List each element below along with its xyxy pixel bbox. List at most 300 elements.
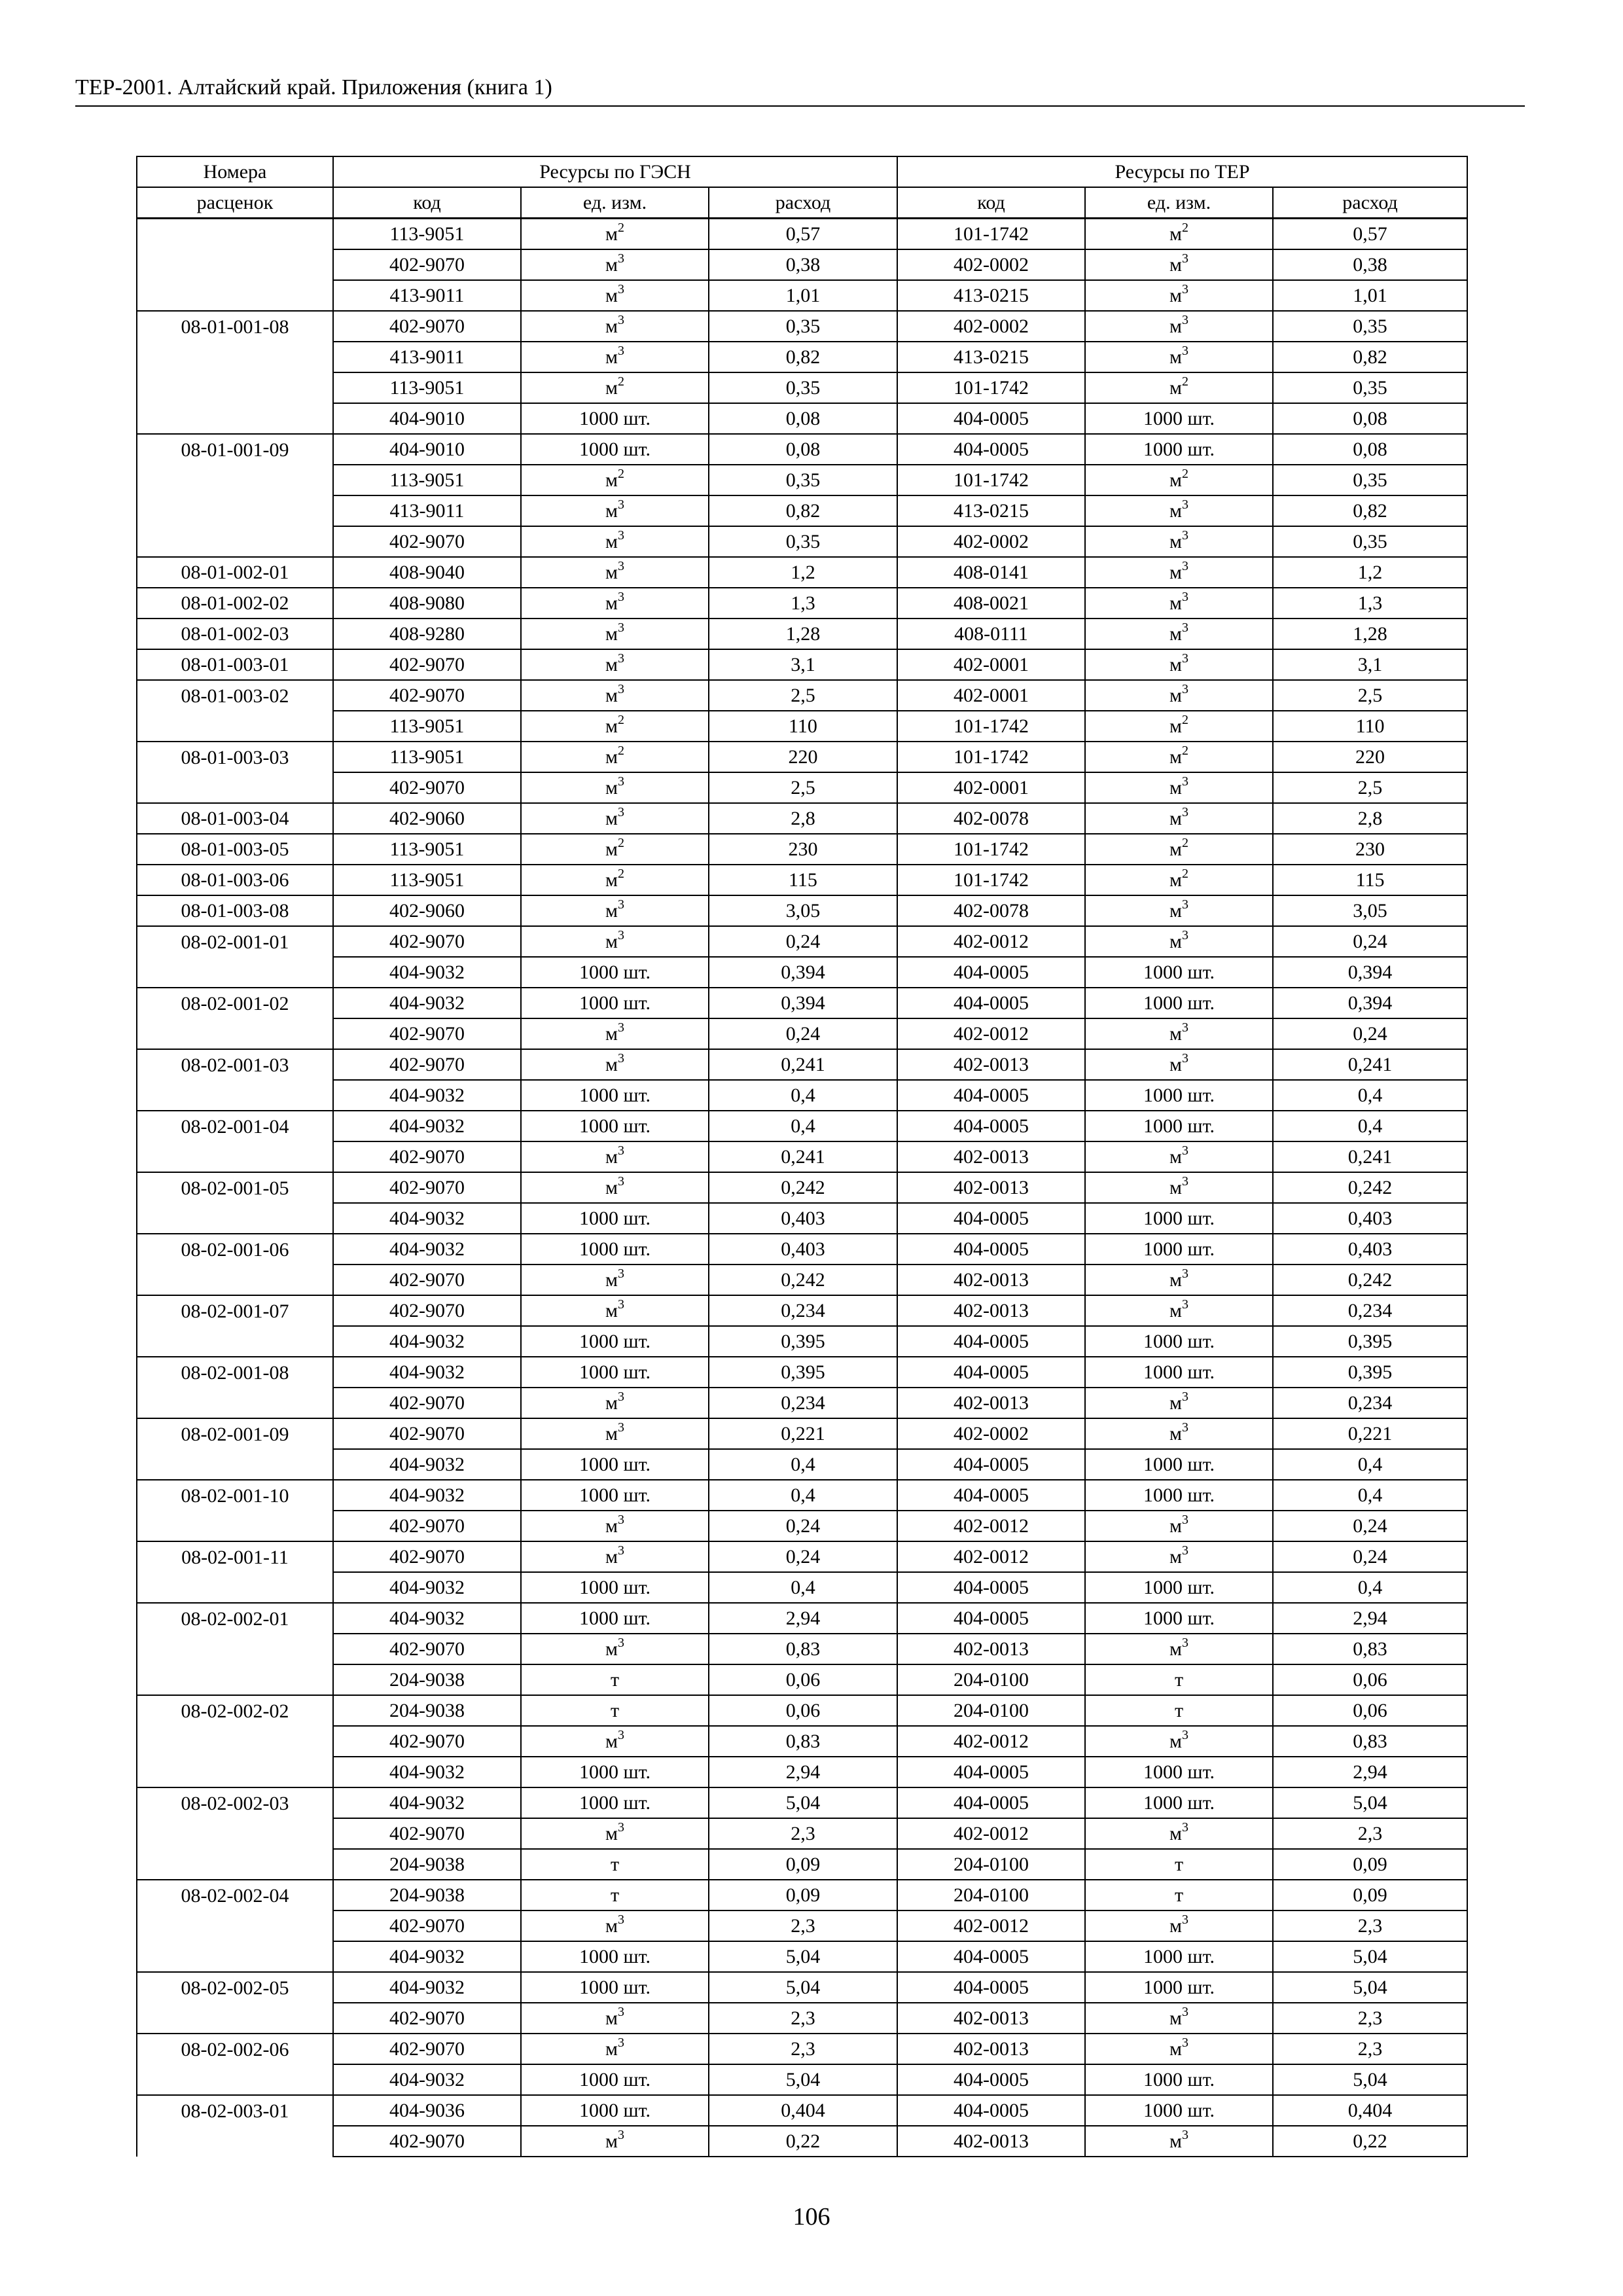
gesn-unit-cell: $м^3$: [521, 772, 709, 803]
gesn-rate-cell: 2,94: [709, 1603, 897, 1634]
gesn-code-cell: 404-9032: [333, 1111, 521, 1141]
table-row: [137, 865, 1467, 895]
ter-rate-cell: 0,82: [1273, 495, 1467, 526]
rate-number-cell: [137, 1572, 333, 1603]
gesn-rate-cell: 0,83: [709, 1634, 897, 1664]
ter-rate-cell: 0,221: [1273, 1418, 1467, 1449]
ter-unit-cell: 1000 шт.: [1085, 1603, 1273, 1634]
table-row: [137, 1295, 1467, 1326]
table-row: [137, 1603, 1467, 1634]
gesn-unit-cell: $м^3$: [521, 588, 709, 619]
ter-rate-cell: 2,94: [1273, 1757, 1467, 1787]
ter-unit-cell: $м^3$: [1085, 1172, 1273, 1203]
table-row: [137, 1695, 1467, 1726]
table-row: [137, 711, 1467, 742]
gesn-code-cell: 404-9032: [333, 1787, 521, 1818]
gesn-rate-cell: 5,04: [709, 1972, 897, 2003]
gesn-unit-cell: 1000 шт.: [521, 1203, 709, 1234]
ter-rate-cell: 115: [1273, 865, 1467, 895]
gesn-unit-cell: $м^3$: [521, 1388, 709, 1418]
ter-code-cell: 101-1742: [897, 834, 1085, 865]
table-row: [137, 2034, 1467, 2064]
gesn-rate-cell: 5,04: [709, 1787, 897, 1818]
ter-rate-cell: 1,3: [1273, 588, 1467, 619]
gesn-code-cell: 404-9032: [333, 1080, 521, 1111]
rate-number-cell: 08-02-001-03: [137, 1049, 333, 1080]
ter-rate-cell: 1,28: [1273, 619, 1467, 649]
gesn-code-cell: 113-9051: [333, 219, 521, 250]
ter-unit-cell: 1000 шт.: [1085, 1941, 1273, 1972]
rate-number-cell: [137, 1664, 333, 1695]
rate-number-cell: [137, 372, 333, 403]
ter-unit-cell: 1000 шт.: [1085, 434, 1273, 465]
table-row: [137, 772, 1467, 803]
ter-rate-cell: 0,06: [1273, 1664, 1467, 1695]
gesn-unit-cell: 1000 шт.: [521, 403, 709, 434]
ter-code-cell: 402-0012: [897, 1726, 1085, 1757]
gesn-rate-cell: 0,395: [709, 1326, 897, 1357]
table-row: [137, 1787, 1467, 1818]
ter-unit-cell: т: [1085, 1664, 1273, 1695]
gesn-rate-cell: 0,404: [709, 2095, 897, 2126]
gesn-code-cell: 413-9011: [333, 342, 521, 372]
gesn-rate-cell: 0,221: [709, 1418, 897, 1449]
table-row: [137, 465, 1467, 495]
gesn-code-header: код: [333, 187, 521, 219]
ter-code-cell: 402-0012: [897, 1018, 1085, 1049]
gesn-rate-cell: 0,24: [709, 926, 897, 957]
rate-number-cell: 08-01-003-02: [137, 680, 333, 711]
gesn-unit-cell: 1000 шт.: [521, 1080, 709, 1111]
gesn-rate-cell: 0,83: [709, 1726, 897, 1757]
ter-rate-cell: 0,24: [1273, 1541, 1467, 1572]
ter-rate-cell: 1,01: [1273, 280, 1467, 311]
ter-code-cell: 402-0013: [897, 2003, 1085, 2034]
gesn-rate-cell: 0,403: [709, 1203, 897, 1234]
rate-number-cell: [137, 1388, 333, 1418]
rate-number-cell: 08-01-003-03: [137, 742, 333, 772]
gesn-unit-cell: 1000 шт.: [521, 1941, 709, 1972]
table-row: [137, 1541, 1467, 1572]
ter-code-cell: 402-0002: [897, 311, 1085, 342]
ter-code-cell: 408-0021: [897, 588, 1085, 619]
gesn-code-cell: 204-9038: [333, 1664, 521, 1695]
table-row: [137, 1634, 1467, 1664]
ter-rate-cell: 220: [1273, 742, 1467, 772]
table-row: [137, 1388, 1467, 1418]
ter-rate-cell: 0,24: [1273, 926, 1467, 957]
ter-unit-cell: $м^2$: [1085, 834, 1273, 865]
gesn-unit-cell: $м^2$: [521, 219, 709, 250]
rate-number-cell: [137, 1634, 333, 1664]
rate-number-cell: [137, 403, 333, 434]
gesn-rate-cell: 0,06: [709, 1664, 897, 1695]
gesn-unit-cell: $м^2$: [521, 834, 709, 865]
ter-code-cell: 204-0100: [897, 1695, 1085, 1726]
gesn-unit-cell: $м^3$: [521, 1726, 709, 1757]
gesn-code-cell: 402-9070: [333, 1265, 521, 1295]
table-row: [137, 1726, 1467, 1757]
ter-rate-cell: 0,35: [1273, 465, 1467, 495]
gesn-code-cell: 113-9051: [333, 865, 521, 895]
ter-unit-cell: $м^3$: [1085, 1018, 1273, 1049]
ter-code-header: код: [897, 187, 1085, 219]
ter-unit-cell: $м^3$: [1085, 2034, 1273, 2064]
gesn-unit-cell: $м^3$: [521, 1818, 709, 1849]
ter-code-cell: 402-0013: [897, 1141, 1085, 1172]
ter-code-cell: 404-0005: [897, 1111, 1085, 1141]
ter-unit-cell: $м^2$: [1085, 711, 1273, 742]
ter-unit-cell: $м^3$: [1085, 803, 1273, 834]
ter-code-cell: 404-0005: [897, 1080, 1085, 1111]
gesn-rate-cell: 0,394: [709, 988, 897, 1018]
ter-code-cell: 402-0013: [897, 1172, 1085, 1203]
gesn-rate-cell: 0,24: [709, 1511, 897, 1541]
table-row: [137, 1234, 1467, 1265]
rate-number-cell: 08-02-002-02: [137, 1695, 333, 1726]
gesn-unit-cell: 1000 шт.: [521, 1326, 709, 1357]
gesn-unit-cell: 1000 шт.: [521, 1449, 709, 1480]
ter-unit-cell: $м^3$: [1085, 1511, 1273, 1541]
ter-code-cell: 402-0078: [897, 895, 1085, 926]
ter-code-cell: 204-0100: [897, 1664, 1085, 1695]
table-row: [137, 957, 1467, 988]
gesn-code-cell: 402-9070: [333, 526, 521, 557]
gesn-rate-cell: 5,04: [709, 1941, 897, 1972]
table-row: [137, 619, 1467, 649]
ter-code-cell: 404-0005: [897, 2095, 1085, 2126]
ter-rate-cell: 0,4: [1273, 1111, 1467, 1141]
table-row: [137, 2126, 1467, 2157]
gesn-code-cell: 402-9070: [333, 1910, 521, 1941]
ter-unit-cell: $м^3$: [1085, 588, 1273, 619]
ter-unit-cell: $м^3$: [1085, 1634, 1273, 1664]
gesn-unit-cell: 1000 шт.: [521, 1603, 709, 1634]
resources-table: [136, 156, 1468, 2157]
gesn-code-cell: 113-9051: [333, 711, 521, 742]
gesn-rate-cell: 0,4: [709, 1080, 897, 1111]
table-row: [137, 249, 1467, 280]
table-row: [137, 1818, 1467, 1849]
ter-unit-header: ед. изм.: [1085, 187, 1273, 219]
rate-number-cell: 08-01-003-06: [137, 865, 333, 895]
ter-code-cell: 402-0001: [897, 772, 1085, 803]
ter-rate-cell: 0,06: [1273, 1695, 1467, 1726]
table-row: [137, 342, 1467, 372]
table-row: [137, 1849, 1467, 1880]
gesn-unit-cell: 1000 шт.: [521, 1111, 709, 1141]
table-row: [137, 372, 1467, 403]
gesn-code-cell: 404-9032: [333, 1203, 521, 1234]
ter-unit-cell: $м^3$: [1085, 526, 1273, 557]
gesn-code-cell: 404-9032: [333, 988, 521, 1018]
gesn-code-cell: 402-9070: [333, 1726, 521, 1757]
table-row: [137, 434, 1467, 465]
gesn-unit-cell: $м^3$: [521, 1634, 709, 1664]
table-row: [137, 742, 1467, 772]
rate-number-cell: [137, 280, 333, 311]
ter-rate-cell: 0,82: [1273, 342, 1467, 372]
rate-number-cell: [137, 772, 333, 803]
ter-rate-cell: 2,3: [1273, 2034, 1467, 2064]
gesn-unit-cell: $м^3$: [521, 2003, 709, 2034]
gesn-code-cell: 402-9070: [333, 1818, 521, 1849]
gesn-rate-cell: 0,241: [709, 1049, 897, 1080]
gesn-unit-cell: $м^3$: [521, 1172, 709, 1203]
table-row: [137, 1418, 1467, 1449]
ter-unit-cell: $м^3$: [1085, 280, 1273, 311]
gesn-rate-cell: 0,82: [709, 495, 897, 526]
gesn-rate-cell: 3,1: [709, 649, 897, 680]
ter-rate-cell: 0,83: [1273, 1726, 1467, 1757]
ter-unit-cell: т: [1085, 1880, 1273, 1910]
table-row: [137, 311, 1467, 342]
ter-unit-cell: $м^3$: [1085, 249, 1273, 280]
rate-number-cell: [137, 1265, 333, 1295]
rate-number-cell: [137, 2064, 333, 2095]
ter-rate-header: расход: [1273, 187, 1467, 219]
ter-code-cell: 404-0005: [897, 1941, 1085, 1972]
rate-number-cell: 08-02-001-10: [137, 1480, 333, 1511]
rate-number-cell: [137, 495, 333, 526]
gesn-code-cell: 408-9080: [333, 588, 521, 619]
ter-unit-cell: $м^3$: [1085, 1388, 1273, 1418]
gesn-code-cell: 404-9010: [333, 434, 521, 465]
rate-number-cell: [137, 1910, 333, 1941]
gesn-code-cell: 404-9010: [333, 403, 521, 434]
ter-unit-cell: $м^3$: [1085, 1541, 1273, 1572]
table-row: [137, 1941, 1467, 1972]
ter-rate-cell: 2,5: [1273, 680, 1467, 711]
table-row: [137, 895, 1467, 926]
gesn-rate-cell: 0,35: [709, 311, 897, 342]
ter-unit-cell: 1000 шт.: [1085, 1572, 1273, 1603]
ter-code-cell: 402-0012: [897, 1818, 1085, 1849]
gesn-rate-cell: 0,4: [709, 1572, 897, 1603]
ter-code-cell: 101-1742: [897, 711, 1085, 742]
table-row: [137, 1326, 1467, 1357]
ter-unit-cell: $м^3$: [1085, 1418, 1273, 1449]
gesn-code-cell: 402-9070: [333, 1172, 521, 1203]
gesn-unit-cell: $м^3$: [521, 2034, 709, 2064]
gesn-rate-cell: 0,09: [709, 1880, 897, 1910]
gesn-unit-cell: т: [521, 1849, 709, 1880]
gesn-unit-cell: $м^3$: [521, 1141, 709, 1172]
gesn-rate-cell: 2,3: [709, 2003, 897, 2034]
rate-number-cell: [137, 1203, 333, 1234]
gesn-rate-cell: 0,234: [709, 1388, 897, 1418]
gesn-unit-cell: $м^3$: [521, 1511, 709, 1541]
ter-code-cell: 408-0111: [897, 619, 1085, 649]
gesn-unit-cell: $м^3$: [521, 495, 709, 526]
rate-number-cell: [137, 1511, 333, 1541]
gesn-rate-cell: 1,3: [709, 588, 897, 619]
ter-rate-cell: 0,09: [1273, 1849, 1467, 1880]
ter-code-cell: 404-0005: [897, 988, 1085, 1018]
rate-number-cell: 08-02-002-03: [137, 1787, 333, 1818]
ter-rate-cell: 5,04: [1273, 1787, 1467, 1818]
ter-unit-cell: 1000 шт.: [1085, 2064, 1273, 2095]
gesn-rate-cell: 0,395: [709, 1357, 897, 1388]
gesn-rate-cell: 0,24: [709, 1541, 897, 1572]
gesn-rate-cell: 0,241: [709, 1141, 897, 1172]
table-row: [137, 988, 1467, 1018]
gesn-unit-cell: 1000 шт.: [521, 2095, 709, 2126]
table-row: [137, 280, 1467, 311]
gesn-code-cell: 402-9070: [333, 249, 521, 280]
ter-rate-cell: 0,394: [1273, 957, 1467, 988]
ter-rate-cell: 0,234: [1273, 1295, 1467, 1326]
gesn-rate-cell: 1,01: [709, 280, 897, 311]
ter-code-cell: 404-0005: [897, 403, 1085, 434]
gesn-rate-cell: 0,394: [709, 957, 897, 988]
gesn-unit-cell: 1000 шт.: [521, 1480, 709, 1511]
gesn-code-cell: 113-9051: [333, 372, 521, 403]
table-row: [137, 1972, 1467, 2003]
gesn-unit-cell: $м^3$: [521, 1541, 709, 1572]
ter-rate-cell: 0,35: [1273, 372, 1467, 403]
ter-rate-cell: 0,241: [1273, 1141, 1467, 1172]
gesn-code-cell: 402-9070: [333, 649, 521, 680]
gesn-rate-cell: 2,3: [709, 1818, 897, 1849]
ter-unit-cell: 1000 шт.: [1085, 1357, 1273, 1388]
ter-code-cell: 404-0005: [897, 1234, 1085, 1265]
gesn-code-cell: 402-9070: [333, 926, 521, 957]
ter-unit-cell: 1000 шт.: [1085, 1111, 1273, 1141]
ter-unit-cell: 1000 шт.: [1085, 1449, 1273, 1480]
gesn-rate-cell: 0,35: [709, 465, 897, 495]
gesn-rate-header: расход: [709, 187, 897, 219]
ter-unit-cell: 1000 шт.: [1085, 403, 1273, 434]
gesn-code-cell: 404-9032: [333, 1603, 521, 1634]
ter-unit-cell: 1000 шт.: [1085, 1234, 1273, 1265]
ter-code-cell: 413-0215: [897, 495, 1085, 526]
ter-unit-cell: $м^2$: [1085, 465, 1273, 495]
ter-rate-cell: 2,8: [1273, 803, 1467, 834]
table-row: [137, 2003, 1467, 2034]
gesn-code-cell: 404-9036: [333, 2095, 521, 2126]
gesn-code-cell: 404-9032: [333, 1234, 521, 1265]
ter-unit-cell: $м^3$: [1085, 2126, 1273, 2157]
gesn-code-cell: 404-9032: [333, 1357, 521, 1388]
gesn-unit-cell: $м^3$: [521, 803, 709, 834]
ter-code-cell: 404-0005: [897, 1480, 1085, 1511]
rate-number-cell: 08-01-003-01: [137, 649, 333, 680]
ter-code-cell: 402-0013: [897, 1634, 1085, 1664]
gesn-rate-cell: 0,09: [709, 1849, 897, 1880]
page-number: 106: [793, 2203, 830, 2231]
rate-number-cell: [137, 1080, 333, 1111]
gesn-unit-cell: 1000 шт.: [521, 1787, 709, 1818]
gesn-rate-cell: 5,04: [709, 2064, 897, 2095]
ter-rate-cell: 1,2: [1273, 557, 1467, 588]
gesn-code-cell: 402-9060: [333, 895, 521, 926]
ter-code-cell: 402-0012: [897, 1511, 1085, 1541]
gesn-rate-cell: 0,06: [709, 1695, 897, 1726]
gesn-rate-cell: 2,94: [709, 1757, 897, 1787]
table-row: [137, 1449, 1467, 1480]
rate-number-cell: [137, 1449, 333, 1480]
ter-code-cell: 402-0001: [897, 649, 1085, 680]
gesn-unit-cell: $м^3$: [521, 342, 709, 372]
gesn-unit-cell: $м^3$: [521, 280, 709, 311]
ter-unit-cell: $м^3$: [1085, 1818, 1273, 1849]
gesn-unit-cell: $м^3$: [521, 619, 709, 649]
ter-rate-cell: 0,4: [1273, 1572, 1467, 1603]
ter-unit-cell: 1000 шт.: [1085, 1787, 1273, 1818]
gesn-unit-header: ед. изм.: [521, 187, 709, 219]
ter-code-cell: 402-0002: [897, 249, 1085, 280]
gesn-code-cell: 402-9070: [333, 1541, 521, 1572]
ter-code-cell: 404-0005: [897, 1326, 1085, 1357]
gesn-unit-cell: $м^2$: [521, 865, 709, 895]
ter-unit-cell: 1000 шт.: [1085, 1757, 1273, 1787]
ter-rate-cell: 0,38: [1273, 249, 1467, 280]
ter-unit-cell: т: [1085, 1695, 1273, 1726]
ter-rate-cell: 2,5: [1273, 772, 1467, 803]
gesn-rate-cell: 2,8: [709, 803, 897, 834]
ter-code-cell: 402-0002: [897, 1418, 1085, 1449]
table-row: [137, 803, 1467, 834]
ter-unit-cell: 1000 шт.: [1085, 988, 1273, 1018]
gesn-unit-cell: $м^3$: [521, 895, 709, 926]
ter-unit-cell: $м^3$: [1085, 1726, 1273, 1757]
ter-unit-cell: $м^3$: [1085, 495, 1273, 526]
header-rule: [75, 105, 1525, 107]
ter-code-cell: 402-0001: [897, 680, 1085, 711]
rate-number-cell: 08-02-001-07: [137, 1295, 333, 1326]
gesn-code-cell: 404-9032: [333, 1941, 521, 1972]
table-row: [137, 2064, 1467, 2095]
gesn-code-cell: 408-9280: [333, 619, 521, 649]
gesn-code-cell: 404-9032: [333, 1972, 521, 2003]
gesn-code-cell: 402-9070: [333, 1634, 521, 1664]
ter-unit-cell: $м^3$: [1085, 772, 1273, 803]
ter-rate-cell: 2,94: [1273, 1603, 1467, 1634]
table-row: [137, 1080, 1467, 1111]
ter-code-cell: 402-0013: [897, 2034, 1085, 2064]
gesn-unit-cell: $м^3$: [521, 526, 709, 557]
ter-rate-cell: 0,242: [1273, 1172, 1467, 1203]
gesn-code-cell: 402-9070: [333, 2003, 521, 2034]
numbers-header: Номера: [137, 156, 333, 187]
ter-unit-cell: $м^3$: [1085, 895, 1273, 926]
ter-rate-cell: 2,3: [1273, 1818, 1467, 1849]
gesn-code-cell: 413-9011: [333, 280, 521, 311]
table-row: [137, 680, 1467, 711]
gesn-unit-cell: $м^3$: [521, 2126, 709, 2157]
ter-code-cell: 402-0012: [897, 926, 1085, 957]
gesn-unit-cell: $м^3$: [521, 311, 709, 342]
table-row: [137, 1757, 1467, 1787]
ter-rate-cell: 0,35: [1273, 526, 1467, 557]
gesn-unit-cell: $м^3$: [521, 1910, 709, 1941]
gesn-rate-cell: 0,35: [709, 526, 897, 557]
gesn-rate-cell: 230: [709, 834, 897, 865]
gesn-code-cell: 413-9011: [333, 495, 521, 526]
table-row: [137, 649, 1467, 680]
ter-unit-cell: 1000 шт.: [1085, 1203, 1273, 1234]
ter-code-cell: 404-0005: [897, 1972, 1085, 2003]
rate-number-cell: 08-01-002-02: [137, 588, 333, 619]
table-row: [137, 1172, 1467, 1203]
gesn-rate-cell: 0,22: [709, 2126, 897, 2157]
ter-rate-cell: 0,234: [1273, 1388, 1467, 1418]
ter-header: Ресурсы по ТЕР: [897, 156, 1467, 187]
gesn-code-cell: 402-9060: [333, 803, 521, 834]
gesn-code-cell: 402-9070: [333, 2126, 521, 2157]
ter-code-cell: 204-0100: [897, 1849, 1085, 1880]
